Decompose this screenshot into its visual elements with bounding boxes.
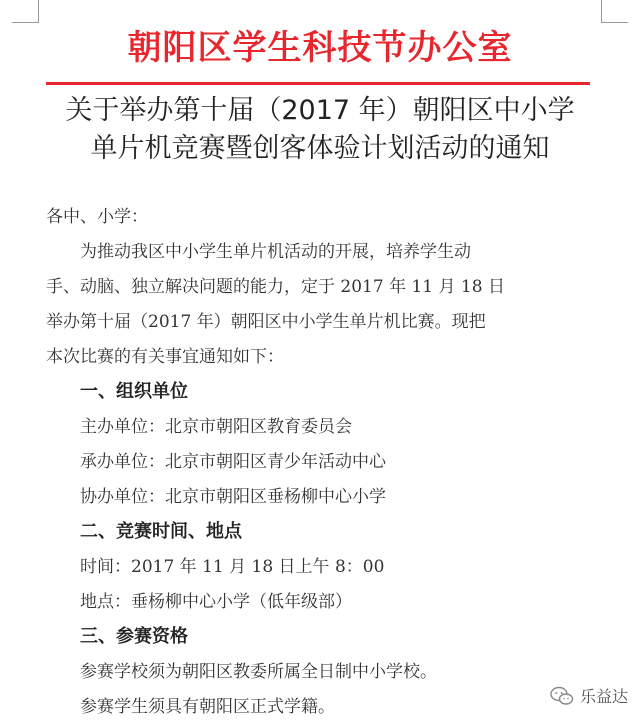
wechat-icon — [550, 686, 574, 706]
organizer-undertaker: 承办单位：北京市朝阳区青少年活动中心 — [80, 452, 386, 472]
eligibility-student: 参赛学生须具有朝阳区正式学籍。 — [80, 697, 335, 717]
intro-line: 手、动脑、独立解决问题的能力，定于 2017 年 11 月 18 日 — [46, 277, 505, 297]
event-time: 时间：2017 年 11 月 18 日上午 8：00 — [80, 557, 385, 577]
issuing-office-header: 朝阳区学生科技节办公室 — [127, 28, 513, 68]
organizer-co-host: 协办单位：北京市朝阳区垂杨柳中心小学 — [80, 487, 386, 507]
wechat-watermark — [550, 684, 628, 707]
watermark-label: 乐益达 — [579, 687, 628, 706]
section-heading-time-place: 二、竞赛时间、地点 — [80, 521, 242, 542]
document-title-line-1: 关于举办第十届（2017 年）朝阳区中小学 — [65, 95, 575, 126]
intro-line: 本次比赛的有关事宜通知如下： — [46, 347, 284, 367]
section-heading-eligibility: 三、参赛资格 — [80, 626, 188, 647]
section-heading-organizers: 一、组织单位 — [80, 381, 188, 402]
eligibility-school: 参赛学校须为朝阳区教委所属全日制中小学校。 — [80, 662, 437, 682]
salutation: 各中、小学： — [46, 207, 148, 227]
document-title-line-2: 单片机竞赛暨创客体验计划活动的通知 — [90, 133, 550, 164]
intro-line: 举办第十届（2017 年）朝阳区中小学生单片机比赛。现把 — [46, 312, 486, 332]
event-location: 地点：垂杨柳中心小学（低年级部） — [80, 592, 352, 612]
organizer-host: 主办单位：北京市朝阳区教育委员会 — [80, 417, 352, 437]
intro-line: 为推动我区中小学生单片机活动的开展，培养学生动 — [80, 242, 471, 262]
